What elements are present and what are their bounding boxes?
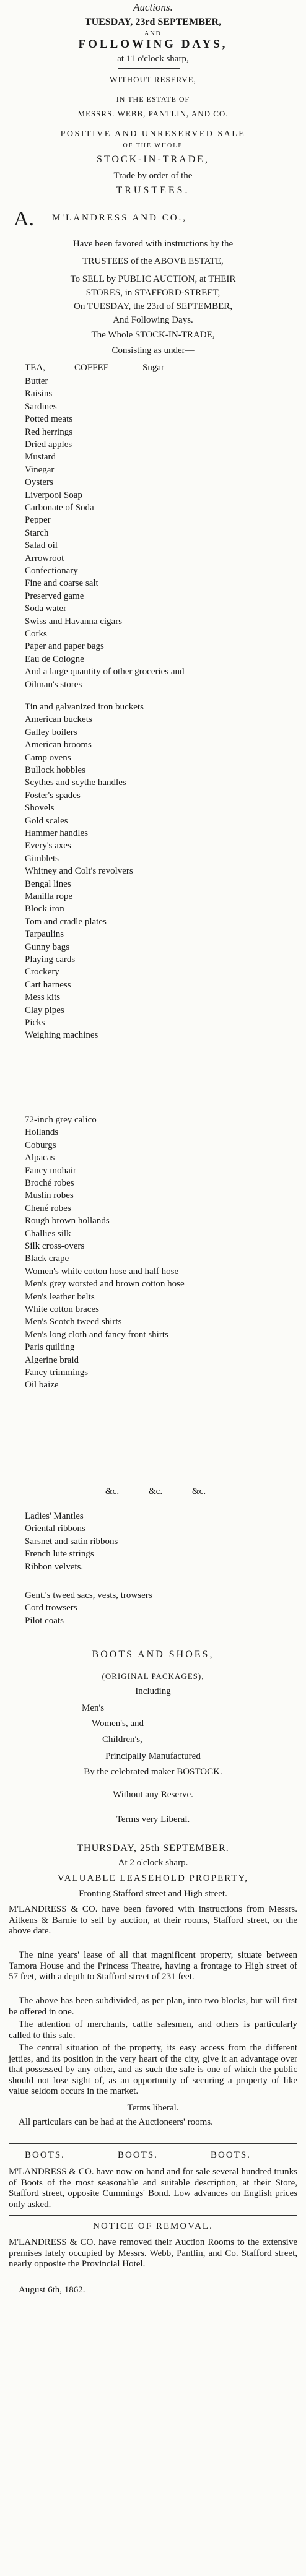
ad1-principally: Principally Manufactured (105, 1751, 201, 1761)
drapery-item: Muslin robes (25, 1190, 74, 1201)
grocery-item: Raisins (25, 389, 53, 399)
ad1-firm: MESSRS. WEBB, PANTLIN, AND CO. (77, 109, 229, 118)
drapery-item: Black crape (25, 1254, 69, 1264)
ad1-maker: By the celebrated maker BOSTOCK. (84, 1767, 222, 1777)
grocery-item: And a large quantity of other groceries and (25, 667, 185, 677)
ad1-consisting: Consisting as under— (111, 345, 195, 355)
hardware-item: Bullock hobbles (25, 765, 85, 775)
ad2-paragraph-blocks: The above has been subdivided, as per plan, into two blocks, but will first be offered in one. (9, 1996, 297, 2017)
ad1-on-tuesday: On TUESDAY, the 23rd of SEPTEMBER, (74, 301, 232, 311)
ad2-time: At 2 o'clock sharp. (118, 1858, 188, 1868)
grocery-head-sugar: Sugar (142, 363, 164, 373)
hardware-item: Mess kits (25, 992, 61, 1003)
ad1-trustees: TRUSTEES. (116, 185, 190, 196)
grocery-item: Vinegar (25, 464, 55, 475)
etc-mark: &c. (149, 1486, 163, 1496)
ad1-terms: Terms very Liberal. (116, 1815, 190, 1824)
kind-men: Men's (82, 1703, 105, 1713)
ad1-date-line: TUESDAY, 23rd SEPTEMBER, (84, 17, 222, 27)
hardware-item: Gimblets (25, 853, 59, 864)
grocery-item: Eau de Cologne (25, 654, 84, 664)
hardware-item: Block iron (25, 904, 64, 914)
ad4-date: August 6th, 1862. (19, 2285, 85, 2295)
drapery-item: Oil baize (25, 1380, 59, 1390)
ad1-following: And Following Days. (113, 315, 193, 325)
hardware-item: American buckets (25, 714, 92, 725)
kind-women: Women's, and (92, 1719, 144, 1728)
hardware-item: Manilla rope (25, 891, 73, 901)
ad1-without-reserve: WITHOUT RESERVE, (110, 75, 196, 84)
ad1-of-whole: OF THE WHOLE (123, 142, 183, 149)
ad1-boots-heading: BOOTS AND SHOES, (92, 1649, 214, 1660)
ladies-item: French lute strings (25, 1549, 94, 1559)
kind-children: Children's, (102, 1735, 142, 1745)
section-heading: Auctions. (133, 1, 173, 13)
divider (9, 2215, 297, 2216)
hardware-item: Tarpaulins (25, 929, 64, 940)
hardware-item: Weighing machines (25, 1030, 98, 1041)
ad2-paragraph-attention: The attention of merchants, cattle salesmen, and others is particularly called to this sale. (9, 2019, 297, 2040)
ad2-title: VALUABLE LEASEHOLD PROPERTY, (57, 1873, 249, 1883)
hardware-item: Playing cards (25, 955, 76, 965)
drapery-item: Women's white cotton hose and half hose (25, 1266, 179, 1277)
ladies-item: Sarsnet and satin ribbons (25, 1536, 118, 1546)
grocery-item: Preserved game (25, 591, 84, 601)
ad2-fronting: Fronting Stafford street and High street. (79, 1889, 227, 1899)
drapery-item: Hollands (25, 1127, 59, 1138)
etc-mark: &c. (192, 1486, 206, 1496)
divider (9, 2143, 297, 2144)
hardware-item: Tom and cradle plates (25, 916, 107, 927)
gents-item: Gent.'s tweed sacs, vests, trowsers (25, 1590, 152, 1600)
ad1-whole: The Whole STOCK-IN-TRADE, (91, 330, 215, 340)
ad1-time: at 11 o'clock sharp, (117, 54, 189, 64)
drapery-item: Men's Scotch tweed shirts (25, 1317, 122, 1327)
ad2-paragraph-particulars: All particulars can be had at the Auctioneers' rooms. (19, 2117, 213, 2127)
ad3-heading: BOOTS. (25, 2150, 65, 2160)
ad2-paragraph-instructions: M'LANDRESS & CO. have been favored with instructions from Messrs. Aitkens & Barnie to sell by auction, at their rooms, Stafford street, on the above date. (9, 1904, 297, 1936)
ad1-stores: STORES, in STAFFORD-STREET, (85, 288, 221, 298)
ad1-dropcap: A. (14, 207, 35, 230)
ad3-heading: BOOTS. (118, 2150, 158, 2160)
gents-item: Cord trowsers (25, 1603, 77, 1613)
hardware-item: Every's axes (25, 841, 71, 851)
ad1-to-sell: To SELL by PUBLIC AUCTION, at THEIR (70, 274, 236, 284)
drapery-item: Fancy mohair (25, 1165, 76, 1176)
grocery-item: Red herrings (25, 427, 73, 437)
hardware-item: Cart harness (25, 979, 71, 990)
drapery-item: Algerine braid (25, 1355, 79, 1365)
ad1-in-estate: IN THE ESTATE OF (116, 95, 190, 103)
drapery-item: Paris quilting (25, 1342, 75, 1353)
grocery-item: Dried apples (25, 440, 72, 449)
grocery-item: Liverpool Soap (25, 490, 82, 500)
ad1-original-packages: (ORIGINAL PACKAGES), (102, 1672, 204, 1681)
grocery-item: Corks (25, 629, 47, 639)
ad1-favoured: Have been favored with instructions by the (72, 239, 234, 249)
ad1-positive-sale: POSITIVE AND UNRESERVED SALE (60, 129, 246, 139)
drapery-item: Men's leather belts (25, 1291, 95, 1302)
ad1-and: AND (144, 30, 162, 37)
hardware-item: Whitney and Colt's revolvers (25, 866, 133, 877)
grocery-item: Swiss and Havanna cigars (25, 616, 123, 627)
grocery-item: Fine and coarse salt (25, 578, 98, 589)
hardware-item: Galley boilers (25, 727, 77, 737)
ad3-paragraph: M'LANDRESS & CO. have now on hand and for sale several hundred trunks of Boots of the most seasonable and suitable description, at their Store, Stafford street, opposite Cummings' Bond. Low advances on English prices only asked. (9, 2167, 297, 2210)
grocery-item: Sardines (25, 401, 57, 412)
grocery-item: Starch (25, 527, 49, 538)
grocery-head-coffee: COFFEE (74, 363, 109, 373)
ad1-auctioneer: M'LANDRESS AND CO., (52, 213, 188, 223)
grocery-item: Pepper (25, 515, 51, 526)
grocery-item: Arrowroot (25, 553, 64, 563)
drapery-item: Men's long cloth and fancy front shirts (25, 1329, 168, 1340)
hardware-item: Hammer handles (25, 828, 89, 838)
ad1-without-any-reserve: Without any Reserve. (113, 1790, 193, 1800)
ad1-trustees-line: TRUSTEES of the ABOVE ESTATE, (82, 256, 224, 266)
hardware-item: Bengal lines (25, 878, 71, 889)
drapery-item: Alpacas (25, 1153, 55, 1163)
drapery-item: Chené robes (25, 1203, 71, 1213)
ad4-heading: NOTICE OF REMOVAL. (93, 2221, 213, 2231)
grocery-item: Potted meats (25, 414, 73, 425)
ad1-following-days: FOLLOWING DAYS, (78, 38, 228, 51)
ad2-date: THURSDAY, 25th SEPTEMBER. (77, 1843, 229, 1854)
drapery-item: Rough brown hollands (25, 1216, 110, 1226)
hardware-item: Crockery (25, 967, 59, 978)
drapery-item: Silk cross-overs (25, 1241, 85, 1251)
ad2-paragraph-lease: The nine years' lease of all that magnificent property, situate between Tamora House and the Princess Theatre, having a frontage to High street of 57 feet, with a depth to Stafford street of 231 feet. (9, 1950, 297, 1982)
ladies-item: Ribbon velvets. (25, 1561, 84, 1572)
grocery-item: Salad oil (25, 540, 58, 551)
hardware-item: Foster's spades (25, 790, 81, 800)
ad1-short-rule (118, 68, 180, 69)
hardware-item: Gold scales (25, 815, 68, 826)
grocery-item: Paper and paper bags (25, 641, 104, 652)
drapery-item: 72-inch grey calico (25, 1115, 97, 1125)
hardware-item: American brooms (25, 740, 92, 750)
drapery-item: White cotton braces (25, 1304, 99, 1314)
ad2-terms: Terms liberal. (127, 2103, 179, 2113)
ad1-including: Including (135, 1686, 171, 1696)
hardware-item: Camp ovens (25, 752, 71, 763)
grocery-item: Confectionary (25, 566, 78, 576)
hardware-item: Gunny bags (25, 942, 70, 952)
ad4-paragraph: M'LANDRESS & CO. have removed their Auction Rooms to the extensive premises lately occupied by Messrs. Webb, Pantlin, and Co. Stafford street, nearly opposite the Provincial Hotel. (9, 2237, 297, 2269)
gents-item: Pilot coats (25, 1615, 64, 1626)
drapery-item: Challies silk (25, 1228, 71, 1239)
hardware-item: Scythes and scythe handles (25, 778, 126, 788)
grocery-head-tea: TEA, (25, 363, 45, 373)
grocery-item: Soda water (25, 604, 67, 614)
hardware-item: Shovels (25, 803, 55, 813)
ladies-item: Oriental ribbons (25, 1524, 85, 1534)
ladies-item: Ladies' Mantles (25, 1511, 84, 1521)
etc-mark: &c. (105, 1486, 120, 1496)
hardware-item: Clay pipes (25, 1005, 64, 1015)
ad1-trade: Trade by order of the (113, 171, 193, 181)
drapery-item: Fancy trimmings (25, 1368, 89, 1377)
grocery-item: Carbonate of Soda (25, 503, 94, 513)
grocery-item: Mustard (25, 452, 56, 462)
ad2-paragraph-situation: The central situation of the property, its easy access from the different jetties, and its position in the very heart of the city, give it an advantage over that possessed by any other, and as such the sale is one of which the public should not lose sight of, as an opportunity of securing a property of like value seldom occurs in the market. (9, 2043, 297, 2096)
ad1-stock: STOCK-IN-TRADE, (96, 154, 210, 165)
drapery-item: Men's grey worsted and brown cotton hose (25, 1279, 185, 1290)
hardware-item: Picks (25, 1018, 45, 1028)
drapery-item: Broché robes (25, 1178, 74, 1188)
grocery-item: Oysters (25, 477, 53, 488)
grocery-item: Butter (25, 376, 48, 386)
hardware-item: Tin and galvanized iron buckets (25, 702, 144, 712)
grocery-item: Oilman's stores (25, 679, 82, 690)
drapery-item: Coburgs (25, 1140, 56, 1150)
ad3-heading: BOOTS. (211, 2150, 251, 2160)
